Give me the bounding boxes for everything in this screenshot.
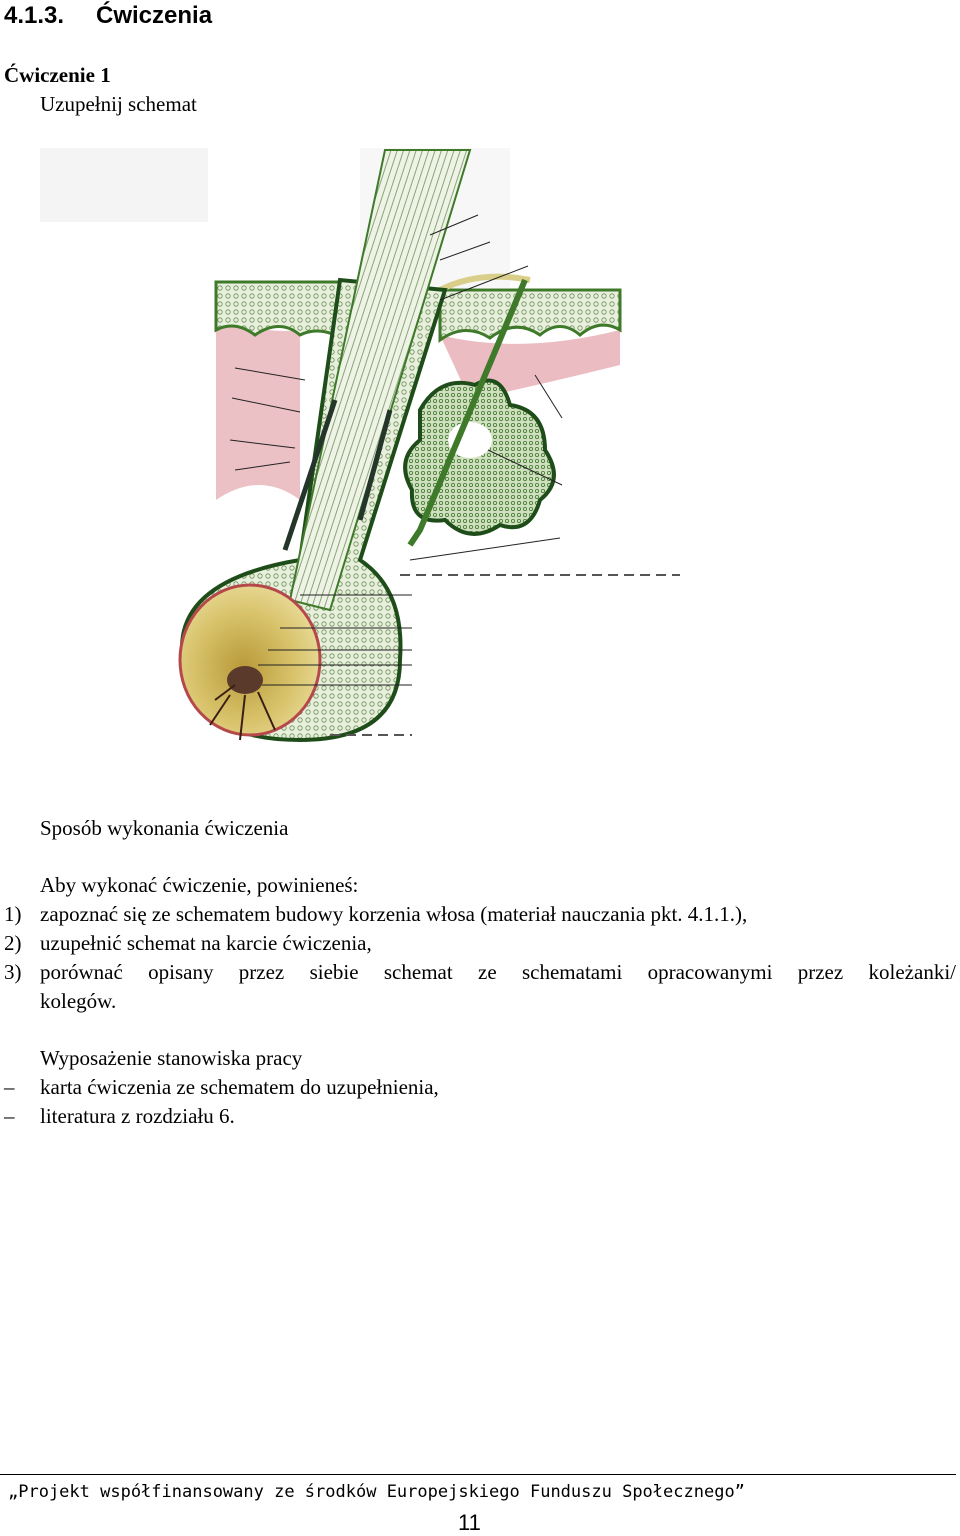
step-1-text: zapoznać się ze schematem budowy korzenia włosa (materiał nauczania pkt. 4.1.1.), [40, 902, 748, 926]
footer-divider [0, 1474, 956, 1475]
dermis-left [216, 315, 300, 500]
method-heading: Sposób wykonania ćwiczenia [40, 816, 289, 840]
footer-text: „Projekt współfinansowany ze środków Europejskiego Funduszu Społecznego” [8, 1482, 745, 1502]
step-3-continuation: kolegów. [40, 989, 117, 1013]
hair-bulb [180, 585, 320, 735]
equipment-item-2-marker: – [4, 1104, 15, 1128]
equipment-heading: Wyposażenie stanowiska pracy [40, 1046, 303, 1070]
hair-shaft [290, 150, 470, 610]
exercise-subtitle: Uzupełnij schemat [40, 92, 197, 116]
method-intro: Aby wykonać ćwiczenie, powinieneś: [40, 873, 359, 897]
section-number: 4.1.3. [4, 2, 65, 29]
section-heading [4, 2, 212, 30]
equipment-item-1-marker: – [4, 1075, 15, 1099]
step-2-marker: 2) [4, 931, 22, 955]
diagram-frame-left [40, 148, 208, 222]
hair-papilla [227, 666, 263, 694]
equipment-item-1-text: karta ćwiczenia ze schematem do uzupełnienia, [40, 1075, 439, 1099]
step-2-text: uzupełnić schemat na karcie ćwiczenia, [40, 931, 372, 955]
page-number: 11 [458, 1510, 481, 1535]
equipment-item-2-text: literatura z rozdziału 6. [40, 1104, 235, 1128]
step-3-text: porównać opisany przez siebie schemat ze schematami opracowanymi przez koleżanki/ [40, 960, 956, 984]
section-title: Ćwiczenia [96, 2, 213, 29]
hair-root-diagram [0, 140, 700, 760]
exercise-title: Ćwiczenie 1 [4, 63, 111, 87]
epidermis-right [440, 290, 620, 340]
step-3-marker: 3) [4, 960, 22, 984]
step-1-marker: 1) [4, 902, 22, 926]
